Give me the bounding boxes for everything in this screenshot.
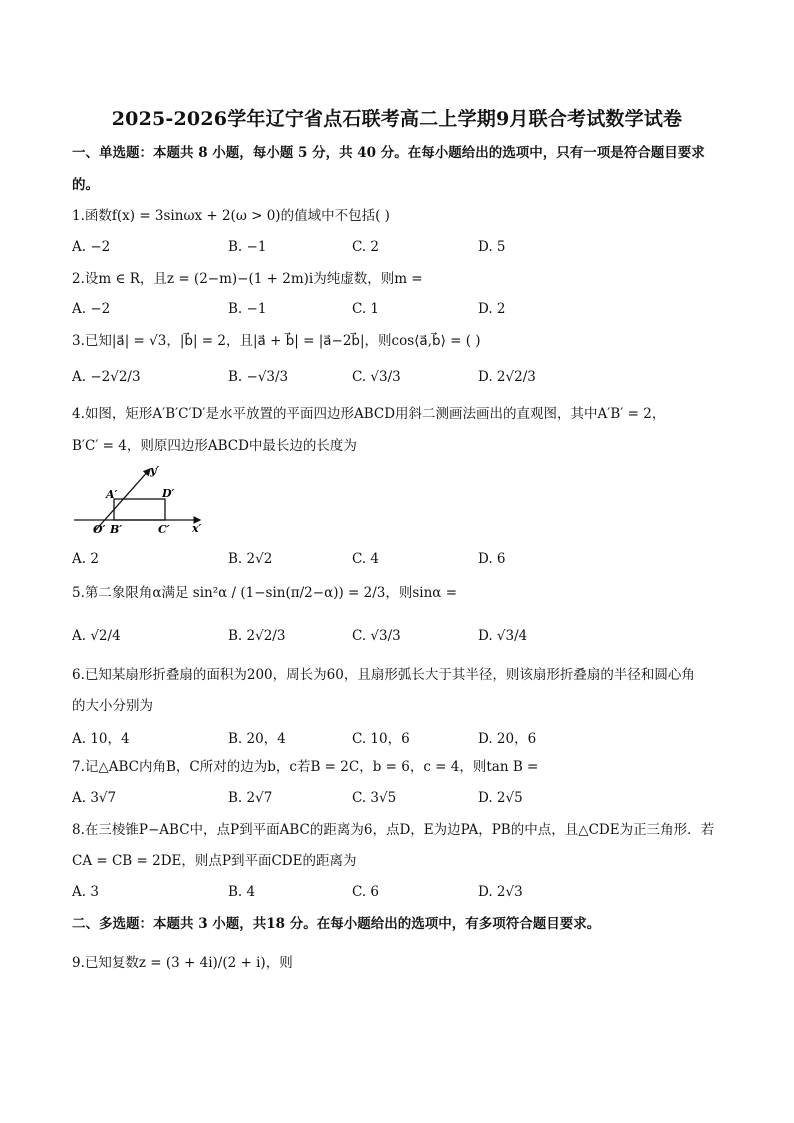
label-d: D′ xyxy=(162,487,175,500)
section2-heading: 二、多选题：本题共 3 小题，共18 分。在每小题给出的选项中，有多项符合题目要求。 xyxy=(72,916,601,932)
question-2-options xyxy=(72,301,732,321)
q3-option-d: D. 2√2/3 xyxy=(478,369,536,385)
q7-option-a: A. 3√7 xyxy=(72,790,117,806)
question-7-stem: 7.记△ABC内角B，C所对的边为b，c若B = 2C，b = 6，c = 4，则tan B = xyxy=(72,759,539,775)
q5-option-b: B. 2√2/3 xyxy=(228,628,286,644)
q2-option-c: C. 1 xyxy=(352,301,380,317)
question-3-options xyxy=(72,369,732,389)
q8-option-d: D. 2√3 xyxy=(478,884,523,900)
question-8-stem-line2: CA = CB = 2DE，则点P到平面CDE的距离为 xyxy=(72,853,357,869)
q8-option-a: A. 3 xyxy=(72,884,99,900)
q7-option-b: B. 2√7 xyxy=(228,790,273,806)
q2-option-d: D. 2 xyxy=(478,301,506,317)
label-a: A′ xyxy=(106,488,118,501)
q4-option-b: B. 2√2 xyxy=(228,551,273,567)
label-c: C′ xyxy=(158,523,170,536)
q1-option-d: D. 5 xyxy=(478,239,506,255)
label-b: B′ xyxy=(110,523,123,536)
q5-option-c: C. √3/3 xyxy=(352,628,401,644)
q8-option-c: C. 6 xyxy=(352,884,380,900)
label-x: x′ xyxy=(192,522,202,535)
question-3-stem: 3.已知|a⃗| = √3，|b⃗| = 2，且|a⃗ + b⃗| = |a⃗−2b⃗|，则cos⟨a⃗,b⃗⟩ = ( ) xyxy=(72,333,481,349)
q5-option-a: A. √2/4 xyxy=(72,628,121,644)
question-6-options xyxy=(72,727,732,747)
question-8-options xyxy=(72,884,732,904)
question-4-stem-line1: 4.如图，矩形A′B′C′D′是水平放置的平面四边形ABCD用斜二测画法画出的直观图，其中A′B′ = 2， xyxy=(72,406,666,422)
q3-option-a: A. −2√2/3 xyxy=(72,369,141,385)
q4-option-c: C. 4 xyxy=(352,551,380,567)
question-9-stem: 9.已知复数z = (3 + 4i)/(2 + i)，则 xyxy=(72,955,293,971)
q7-option-c: C. 3√5 xyxy=(352,790,397,806)
q2-option-a: A. −2 xyxy=(72,301,111,317)
question-6-stem-line2: 的大小分别为 xyxy=(72,698,153,714)
q1-option-a: A. −2 xyxy=(72,239,111,255)
q7-option-d: D. 2√5 xyxy=(478,790,523,806)
q3-option-b: B. −√3/3 xyxy=(228,369,289,385)
q2-option-b: B. −1 xyxy=(228,301,267,317)
question-4-figure xyxy=(72,462,212,544)
q8-option-b: B. 4 xyxy=(228,884,256,900)
exam-title: 2025-2026学年辽宁省点石联考高二上学期9月联合考试数学试卷 xyxy=(111,108,683,130)
question-8-stem-line1: 8.在三棱锥P−ABC中，点P到平面ABC的距离为6，点D，E为边PA，PB的中点，且△CDE为正三角形．若 xyxy=(72,822,715,838)
question-5-stem: 5.第二象限角α满足 sin²α / (1−sin(π/2−α)) = 2/3，则sinα = xyxy=(72,585,458,601)
question-6-stem-line1: 6.已知某扇形折叠扇的面积为200，周长为60，且扇形弧长大于其半径，则该扇形折叠扇的半径和圆心角 xyxy=(72,667,695,683)
question-7-options xyxy=(72,790,732,810)
rectangle-abcd xyxy=(114,499,165,520)
question-1-stem: 1.函数f(x) = 3sinωx + 2(ω > 0)的值域中不包括( ) xyxy=(72,208,390,224)
label-y: y′ xyxy=(150,464,160,477)
q6-option-c: C. 10，6 xyxy=(352,731,410,747)
label-o: O′ xyxy=(93,523,106,536)
q6-option-a: A. 10，4 xyxy=(72,731,130,747)
q3-option-c: C. √3/3 xyxy=(352,369,401,385)
question-4-options xyxy=(72,551,732,571)
question-4-stem-line2: B′C′ = 4，则原四边形ABCD中最长边的长度为 xyxy=(72,438,357,454)
q4-option-d: D. 6 xyxy=(478,551,506,567)
question-5-options xyxy=(72,628,732,648)
q1-option-b: B. −1 xyxy=(228,239,267,255)
q1-option-c: C. 2 xyxy=(352,239,380,255)
q6-option-d: D. 20，6 xyxy=(478,731,537,747)
question-2-stem: 2.设m ∈ R，且z = (2−m)−(1 + 2m)i为纯虚数，则m = xyxy=(72,271,423,287)
q5-option-d: D. √3/4 xyxy=(478,628,528,644)
section1-heading-line2: 的。 xyxy=(72,177,99,193)
q6-option-b: B. 20，4 xyxy=(228,731,286,747)
q4-option-a: A. 2 xyxy=(72,551,99,567)
section1-heading-line1: 一、单选题：本题共 8 小题，每小题 5 分，共 40 分。在每小题给出的选项中，只有一项是符合题目要求 xyxy=(72,145,705,161)
question-1-options xyxy=(72,239,732,259)
